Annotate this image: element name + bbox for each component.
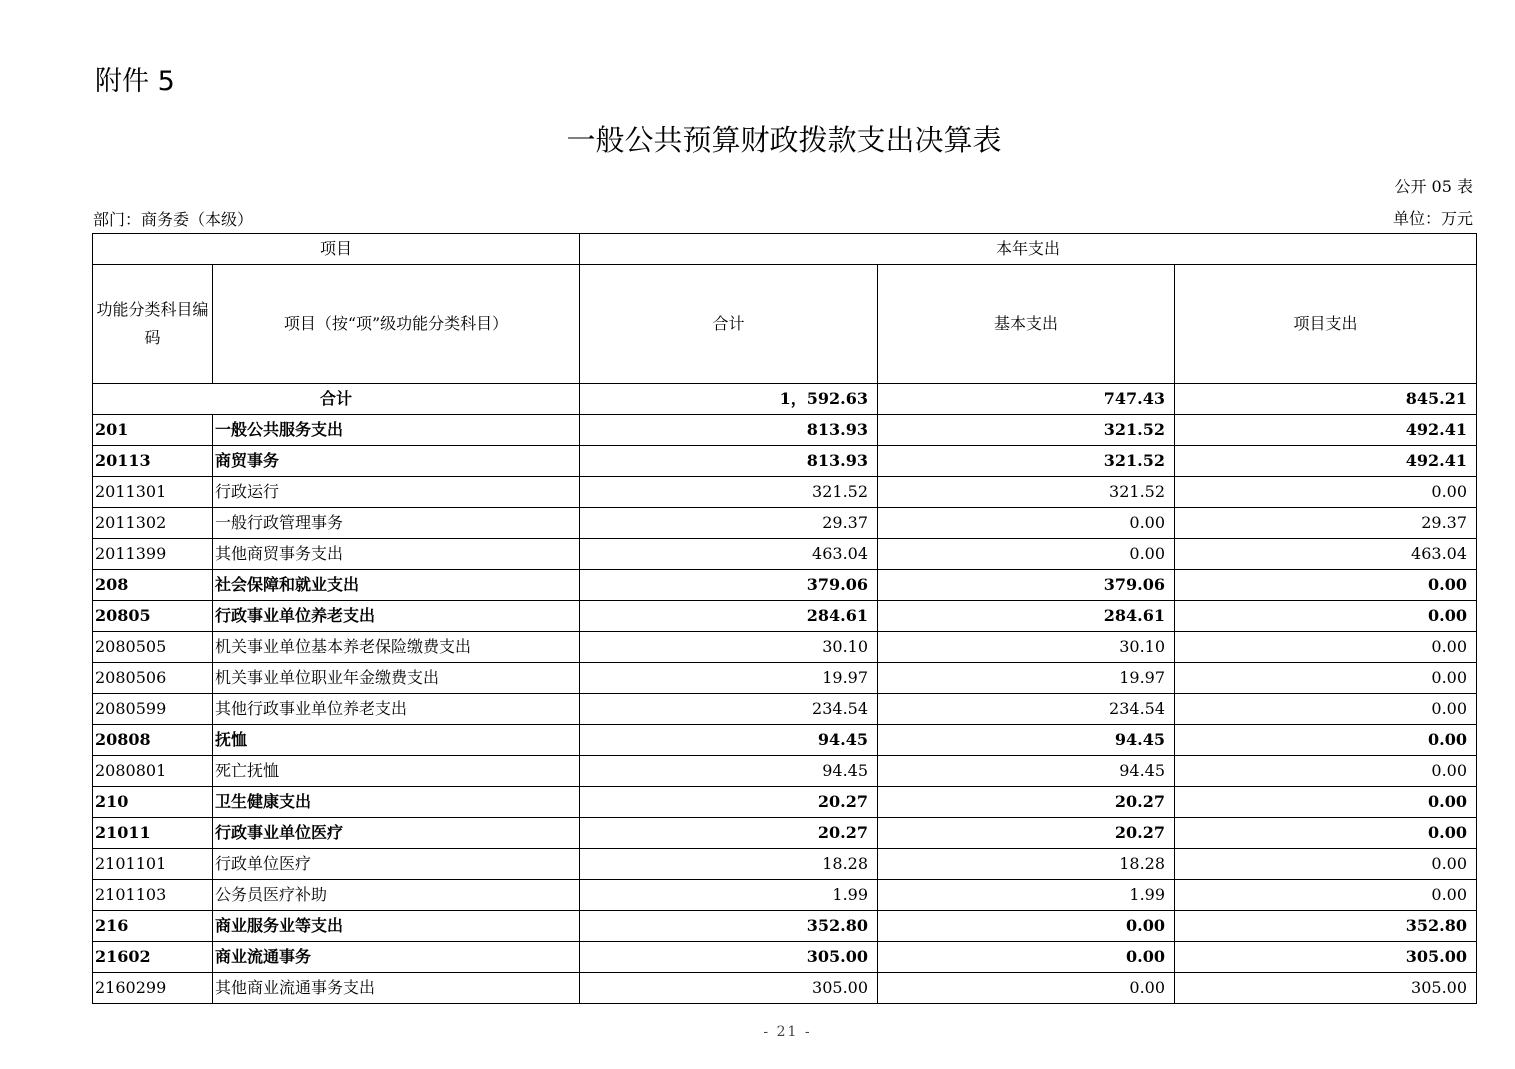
page-title: 一般公共预算财政拨款支出决算表 [566, 123, 1002, 157]
form-number: 公开 05 表 [1394, 177, 1473, 196]
cell-total: 463.04 [580, 539, 878, 570]
cell-project: 352.80 [1175, 911, 1477, 942]
table-row [93, 477, 1477, 508]
table-row [93, 446, 1477, 477]
cell-project: 29.37 [1175, 508, 1477, 539]
cell-name: 行政事业单位医疗 [213, 818, 580, 849]
cell-total: 29.37 [580, 508, 878, 539]
cell-basic: 94.45 [878, 725, 1175, 756]
cell-code: 2080506 [93, 663, 213, 694]
cell-total: 234.54 [580, 694, 878, 725]
cell-project: 0.00 [1175, 787, 1477, 818]
cell-total: 19.97 [580, 663, 878, 694]
cell-name: 行政单位医疗 [213, 849, 580, 880]
cell-name: 其他商贸事务支出 [213, 539, 580, 570]
cell-total: 20.27 [580, 787, 878, 818]
header-current-year-group: 本年支出 [580, 234, 1477, 265]
cell-code: 2101103 [93, 880, 213, 911]
cell-total: 379.06 [580, 570, 878, 601]
cell-code: 2080599 [93, 694, 213, 725]
table-row [93, 570, 1477, 601]
cell-total: 18.28 [580, 849, 878, 880]
table-row [93, 880, 1477, 911]
cell-basic: 0.00 [878, 911, 1175, 942]
cell-name: 其他商业流通事务支出 [213, 973, 580, 1004]
cell-name: 一般公共服务支出 [213, 415, 580, 446]
cell-project: 0.00 [1175, 663, 1477, 694]
table-row [93, 973, 1477, 1004]
total-total: 1，592.63 [580, 384, 878, 415]
cell-project: 305.00 [1175, 973, 1477, 1004]
table-row [93, 415, 1477, 446]
cell-code: 2011301 [93, 477, 213, 508]
page-number: - 21 - [763, 1024, 812, 1040]
total-row [93, 384, 1477, 415]
cell-code: 216 [93, 911, 213, 942]
cell-basic: 321.52 [878, 415, 1175, 446]
cell-project: 0.00 [1175, 880, 1477, 911]
cell-name: 商业流通事务 [213, 942, 580, 973]
table-row [93, 849, 1477, 880]
table-row [93, 911, 1477, 942]
cell-basic: 30.10 [878, 632, 1175, 663]
cell-total: 1.99 [580, 880, 878, 911]
cell-basic: 0.00 [878, 508, 1175, 539]
table-row [93, 787, 1477, 818]
cell-project: 492.41 [1175, 415, 1477, 446]
header-project-group: 项目 [93, 234, 580, 265]
header-row-columns [93, 265, 1477, 384]
table-row [93, 725, 1477, 756]
attachment-label: 附件 5 [95, 66, 175, 97]
cell-total: 813.93 [580, 446, 878, 477]
cell-project: 305.00 [1175, 942, 1477, 973]
cell-basic: 0.00 [878, 539, 1175, 570]
cell-name: 机关事业单位职业年金缴费支出 [213, 663, 580, 694]
cell-total: 352.80 [580, 911, 878, 942]
header-total: 合计 [580, 265, 878, 384]
cell-project: 0.00 [1175, 632, 1477, 663]
header-basic: 基本支出 [878, 265, 1175, 384]
cell-name: 机关事业单位基本养老保险缴费支出 [213, 632, 580, 663]
cell-basic: 1.99 [878, 880, 1175, 911]
cell-total: 305.00 [580, 942, 878, 973]
cell-name: 死亡抚恤 [213, 756, 580, 787]
unit-label: 单位：万元 [1392, 209, 1473, 228]
cell-basic: 18.28 [878, 849, 1175, 880]
table-row [93, 601, 1477, 632]
cell-basic: 321.52 [878, 477, 1175, 508]
cell-name: 公务员医疗补助 [213, 880, 580, 911]
cell-total: 20.27 [580, 818, 878, 849]
cell-code: 2011302 [93, 508, 213, 539]
cell-name: 行政运行 [213, 477, 580, 508]
cell-project: 463.04 [1175, 539, 1477, 570]
total-basic: 747.43 [878, 384, 1175, 415]
cell-name: 其他行政事业单位养老支出 [213, 694, 580, 725]
cell-basic: 234.54 [878, 694, 1175, 725]
table-row [93, 539, 1477, 570]
cell-name: 卫生健康支出 [213, 787, 580, 818]
cell-name: 一般行政管理事务 [213, 508, 580, 539]
cell-total: 813.93 [580, 415, 878, 446]
header-project: 项目支出 [1175, 265, 1477, 384]
table-row [93, 632, 1477, 663]
cell-basic: 0.00 [878, 973, 1175, 1004]
table-row [93, 942, 1477, 973]
cell-basic: 20.27 [878, 787, 1175, 818]
cell-project: 0.00 [1175, 849, 1477, 880]
cell-name: 抚恤 [213, 725, 580, 756]
cell-code: 2101101 [93, 849, 213, 880]
cell-basic: 321.52 [878, 446, 1175, 477]
cell-code: 2080801 [93, 756, 213, 787]
cell-code: 201 [93, 415, 213, 446]
cell-code: 208 [93, 570, 213, 601]
cell-code: 21602 [93, 942, 213, 973]
cell-basic: 284.61 [878, 601, 1175, 632]
total-label: 合计 [93, 384, 580, 415]
cell-name: 行政事业单位养老支出 [213, 601, 580, 632]
cell-code: 2011399 [93, 539, 213, 570]
cell-basic: 19.97 [878, 663, 1175, 694]
header-row-groups [93, 234, 1477, 265]
cell-total: 94.45 [580, 756, 878, 787]
cell-name: 社会保障和就业支出 [213, 570, 580, 601]
cell-basic: 20.27 [878, 818, 1175, 849]
table-row [93, 663, 1477, 694]
cell-code: 20113 [93, 446, 213, 477]
cell-code: 20805 [93, 601, 213, 632]
total-project: 845.21 [1175, 384, 1477, 415]
cell-code: 20808 [93, 725, 213, 756]
cell-project: 0.00 [1175, 477, 1477, 508]
table-row [93, 694, 1477, 725]
cell-project: 0.00 [1175, 601, 1477, 632]
cell-project: 492.41 [1175, 446, 1477, 477]
header-code: 功能分类科目编码 [93, 265, 213, 384]
cell-total: 30.10 [580, 632, 878, 663]
cell-total: 94.45 [580, 725, 878, 756]
cell-code: 2160299 [93, 973, 213, 1004]
cell-project: 0.00 [1175, 756, 1477, 787]
table-row [93, 756, 1477, 787]
table-row [93, 508, 1477, 539]
cell-code: 2080505 [93, 632, 213, 663]
cell-basic: 94.45 [878, 756, 1175, 787]
cell-project: 0.00 [1175, 694, 1477, 725]
cell-total: 321.52 [580, 477, 878, 508]
cell-code: 210 [93, 787, 213, 818]
cell-project: 0.00 [1175, 570, 1477, 601]
cell-total: 284.61 [580, 601, 878, 632]
cell-project: 0.00 [1175, 818, 1477, 849]
cell-name: 商贸事务 [213, 446, 580, 477]
expenditure-table [92, 233, 1477, 1004]
cell-basic: 0.00 [878, 942, 1175, 973]
header-name: 项目（按“项”级功能分类科目） [213, 265, 580, 384]
cell-total: 305.00 [580, 973, 878, 1004]
cell-basic: 379.06 [878, 570, 1175, 601]
cell-project: 0.00 [1175, 725, 1477, 756]
cell-code: 21011 [93, 818, 213, 849]
table-row [93, 818, 1477, 849]
department-label: 部门：商务委（本级） [93, 210, 254, 229]
cell-name: 商业服务业等支出 [213, 911, 580, 942]
